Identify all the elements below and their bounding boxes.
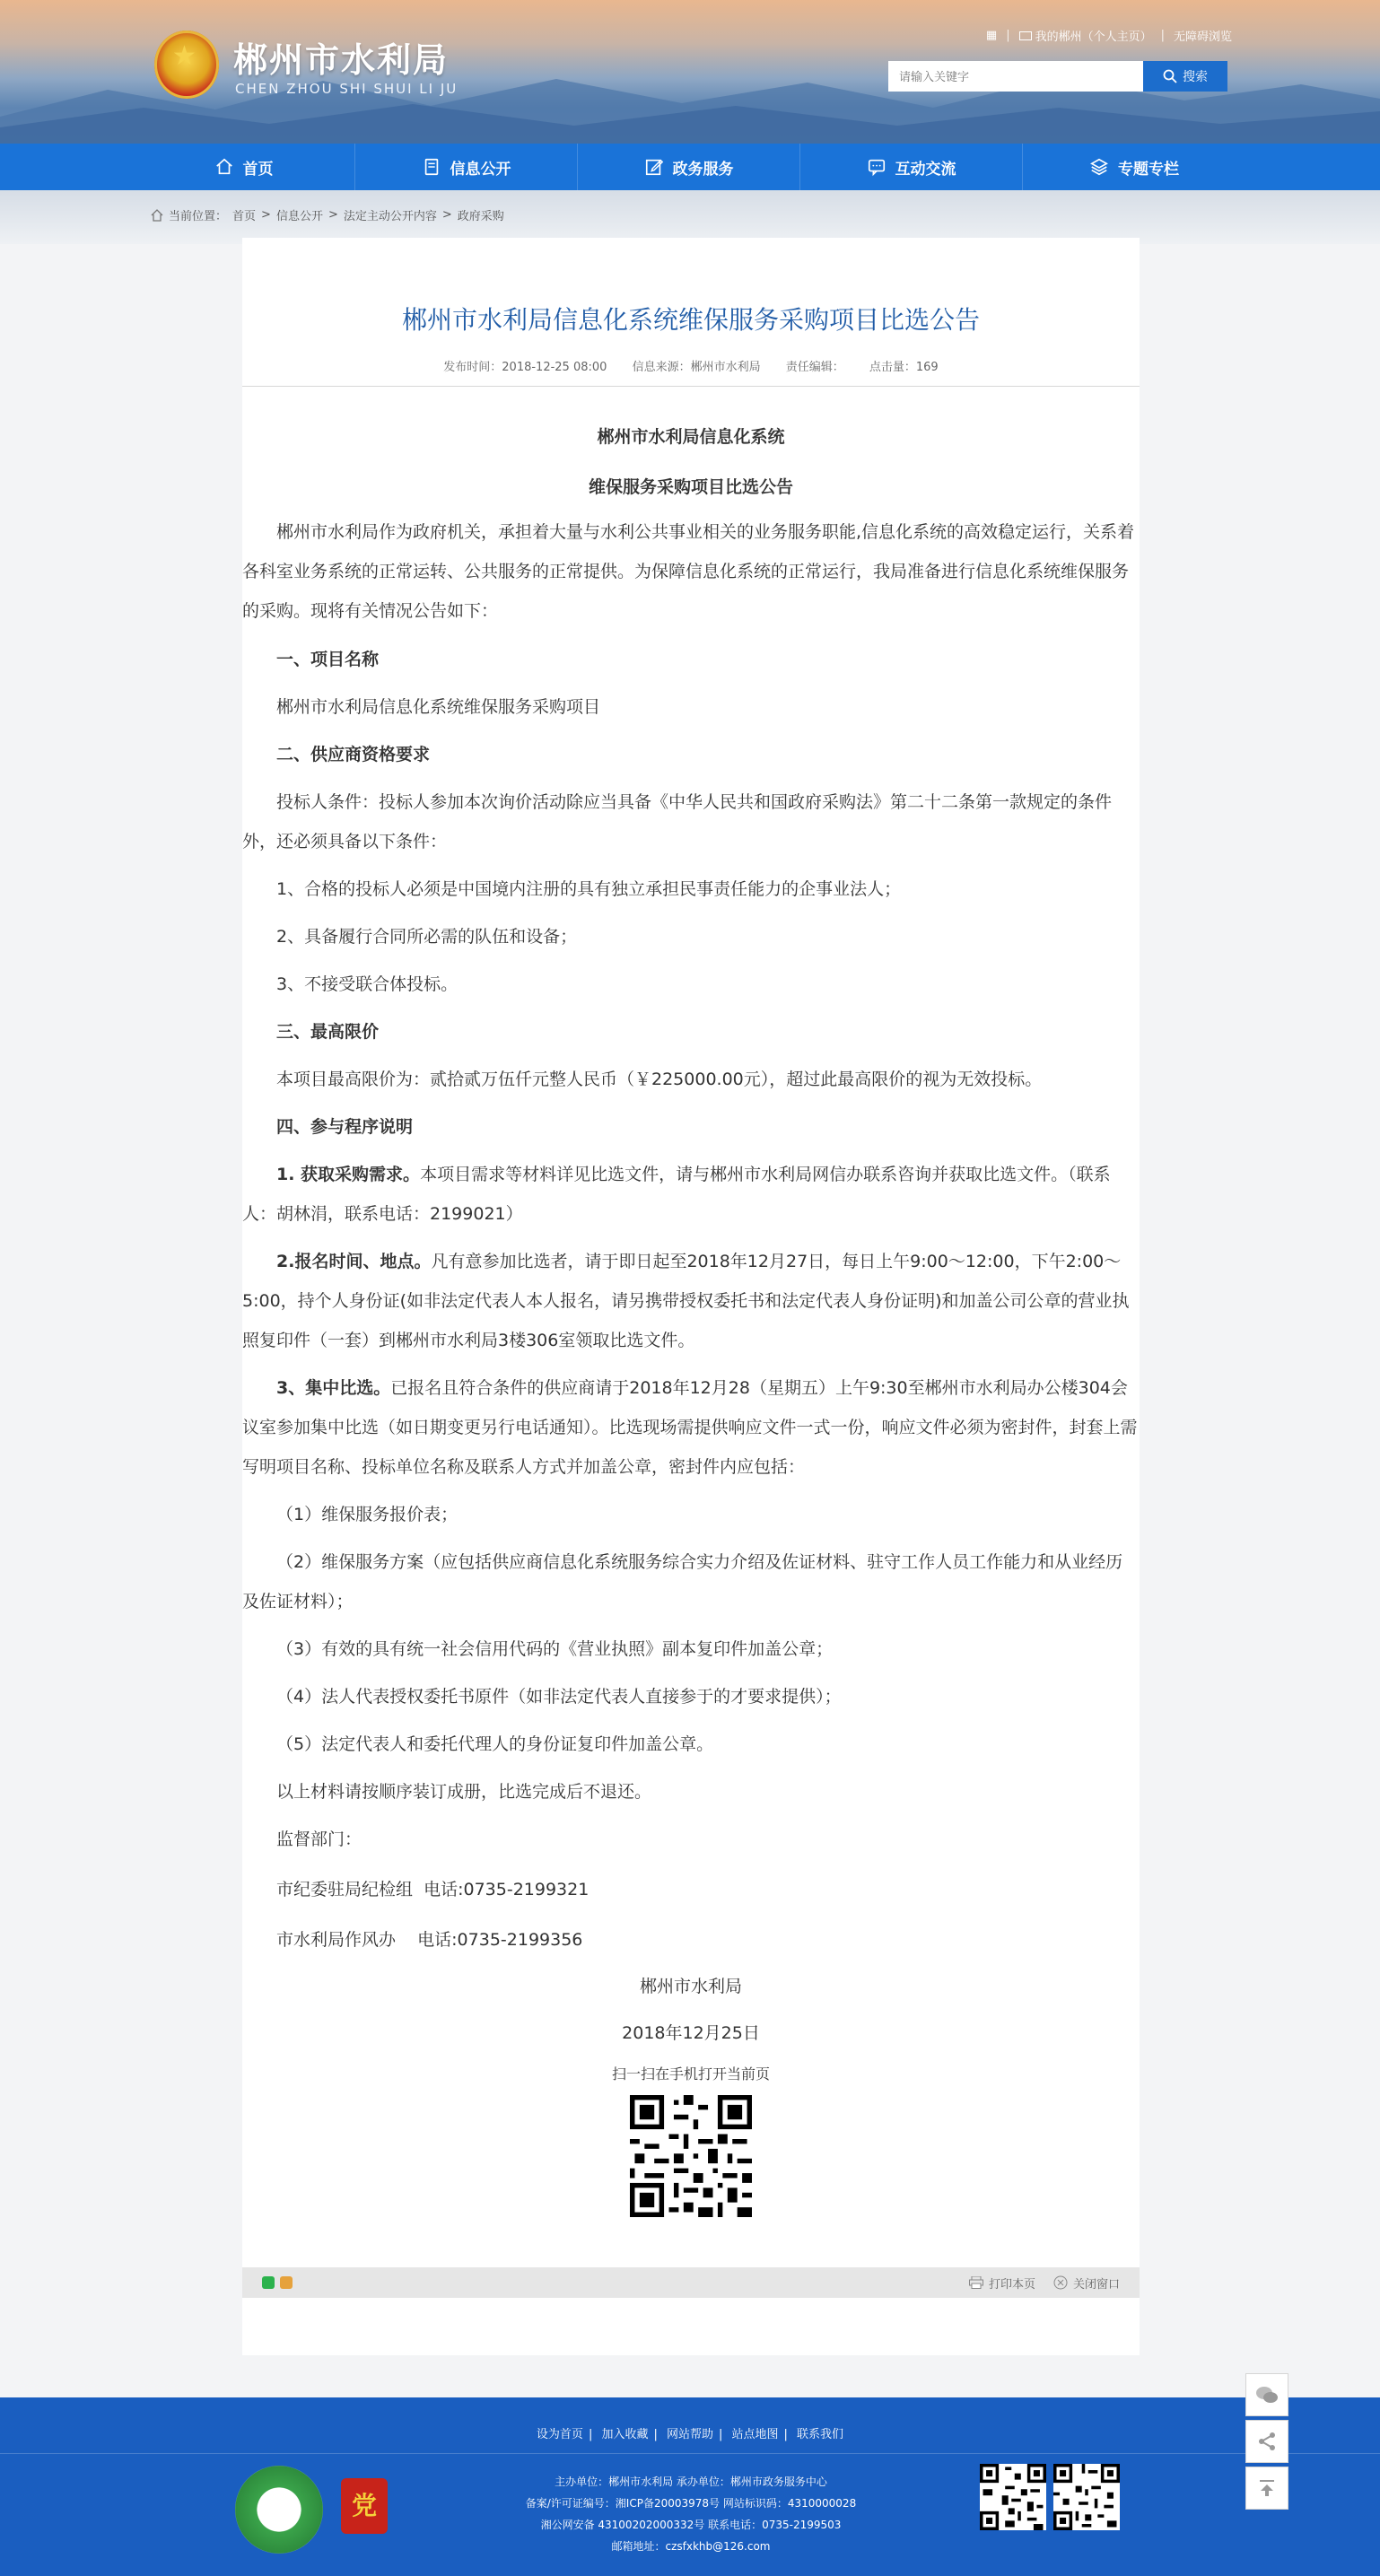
back-to-top-icon bbox=[1257, 2478, 1277, 2498]
editor: 责任编辑： bbox=[785, 361, 844, 374]
footer-link-homepage[interactable]: 设为首页 bbox=[536, 2428, 583, 2441]
search-button[interactable]: 搜索 bbox=[1143, 61, 1227, 92]
search-input[interactable] bbox=[888, 61, 1143, 92]
qr-small-icon[interactable]: ▦ bbox=[985, 29, 998, 42]
sign-date: 2018年12月25日 bbox=[622, 2023, 760, 2043]
section-3-title: 三、最高限价 bbox=[276, 1022, 380, 1042]
layers-icon bbox=[1089, 157, 1109, 177]
section-1-title: 一、项目名称 bbox=[276, 650, 380, 669]
nav-item-services[interactable]: 政务服务 bbox=[578, 144, 800, 190]
site-footer bbox=[0, 2397, 1380, 2576]
article-meta bbox=[242, 357, 1140, 374]
section-2-item-1: 1、合格的投标人必须是中国境内注册的具有独立承担民事责任能力的企事业法人； bbox=[276, 879, 902, 899]
heading-1: 郴州市水利局信息化系统 bbox=[597, 427, 785, 447]
share-icons bbox=[262, 2276, 293, 2289]
close-icon bbox=[1053, 2275, 1068, 2290]
breadcrumb-procurement[interactable]: 政府采购 bbox=[457, 210, 504, 223]
nav-item-topics[interactable]: 专题专栏 bbox=[1023, 144, 1245, 190]
footer-qr-code-1 bbox=[980, 2464, 1046, 2530]
view-count: 点击量：169 bbox=[869, 361, 939, 374]
share-icon bbox=[1256, 2431, 1278, 2452]
heading-2: 维保服务采购项目比选公告 bbox=[588, 477, 793, 497]
footer-info bbox=[467, 2471, 915, 2557]
section-4-para-2: 2.报名时间、地点。凡有意参加比选者，请于即日起至2018年12月27日，每日上午9:00～12:00，下午2:00～5:00，持个人身份证(如非法定代表人本人报名，请另携带授权委托书和法定代表人身份证明)和加盖公司公章的营业执照复印件（一套）到郴州市水利局3楼306室领取比选文件。 bbox=[242, 1252, 1130, 1350]
list-item-4: （4）法人代表授权委托书原件（如非法定代表人直接参于的才要求提供）； bbox=[276, 1687, 842, 1707]
intro-paragraph: 郴州市水利局作为政府机关，承担着大量与水利公共事业相关的业务服务职能,信息化系统的高效稳定运行，关系着各科室业务系统的正常运转、公共服务的正常提供。为保障信息化系统的正常运行，我局准备进行信息化系统维保服务的采购。现将有关情况公告如下： bbox=[242, 522, 1135, 621]
section-4-para-3: 3、集中比选。已报名且符合条件的供应商请于2018年12月28（星期五）上午9:30至郴州市水利局办公楼304会议室参加集中比选（如日期变更另行电话通知）。比选现场需提供响应文件一式一份，响应文件必须为密封件，封套上需写明项目名称、投标单位名称及联系人方式并加盖公章，密封件内应包括： bbox=[242, 1378, 1138, 1477]
section-2-text: 投标人条件：投标人参加本次询价活动除应当具备《中华人民共和国政府采购法》第二十二条第一款规定的条件外，还必须具备以下条件： bbox=[242, 792, 1113, 851]
edit-icon bbox=[644, 157, 664, 177]
article-toolbar bbox=[242, 2267, 1140, 2298]
footer-links: 设为首页 | 加入收藏 | 网站帮助 | 站点地图 | 联系我们 bbox=[536, 2428, 844, 2441]
toolbar-actions bbox=[969, 2275, 1120, 2292]
page-title: 郴州市水利局信息化系统维保服务采购项目比选公告 bbox=[401, 305, 980, 335]
document-icon bbox=[422, 157, 441, 177]
footer-link-contact[interactable]: 联系我们 bbox=[797, 2428, 844, 2441]
closing-text: 以上材料请按顺序装订成册，比选完成后不退还。 bbox=[276, 1782, 652, 1802]
wechat-share-icon[interactable] bbox=[262, 2276, 275, 2289]
section-4-title: 四、参与程序说明 bbox=[276, 1117, 414, 1137]
footer-icp: 备案/许可证编号：湘ICP备20003978号 网站标识码：4310000028 bbox=[525, 2497, 857, 2510]
site-title[interactable]: 郴州市水利局 bbox=[233, 40, 450, 80]
footer-link-help[interactable]: 网站帮助 bbox=[666, 2428, 713, 2441]
supervise-2: 市水利局作风办 电话:0735-2199356 bbox=[276, 1930, 583, 1950]
page-qr-code bbox=[630, 2095, 752, 2217]
footer-divider bbox=[0, 2453, 1380, 2454]
publish-time: 发布时间：2018-12-25 08:00 bbox=[443, 361, 607, 374]
footer-link-sitemap[interactable]: 站点地图 bbox=[731, 2428, 779, 2441]
section-1-text: 郴州市水利局信息化系统维保服务采购项目 bbox=[276, 697, 601, 717]
nav-item-info[interactable]: 信息公开 bbox=[355, 144, 578, 190]
civilization-badge-icon[interactable] bbox=[235, 2466, 323, 2554]
list-item-3: （3）有效的具有统一社会信用代码的《营业执照》副本复印件加盖公章； bbox=[276, 1639, 834, 1659]
supervise-title: 监督部门： bbox=[276, 1829, 362, 1849]
breadcrumb: 当前位置： 首页 > 信息公开 > 法定主动公开内容 > 政府采购 bbox=[151, 206, 504, 223]
breadcrumb-home[interactable]: 首页 bbox=[232, 210, 257, 223]
main-nav bbox=[0, 144, 1380, 190]
breadcrumb-legal[interactable]: 法定主动公开内容 bbox=[343, 210, 437, 223]
chat-icon bbox=[867, 157, 887, 177]
source: 信息来源：郴州市水利局 bbox=[632, 361, 761, 374]
close-window-button[interactable]: 关闭窗口 bbox=[1053, 2275, 1120, 2292]
breadcrumb-info[interactable]: 信息公开 bbox=[275, 210, 323, 223]
divider bbox=[242, 386, 1140, 387]
list-item-5: （5）法定代表人和委托代理人的身份证复印件加盖公章。 bbox=[276, 1734, 714, 1754]
print-icon bbox=[969, 2276, 983, 2289]
nav-item-interaction[interactable]: 互动交流 bbox=[800, 144, 1023, 190]
wechat-float-button[interactable] bbox=[1245, 2373, 1288, 2416]
site-subtitle: CHEN ZHOU SHI SHUI LI JU bbox=[235, 81, 459, 97]
my-chenzhou-link[interactable]: 我的郴州（个人主页） bbox=[1019, 27, 1152, 44]
footer-qr-code-2 bbox=[1053, 2464, 1120, 2530]
list-item-2: （2）维保服务方案（应包括供应商信息化系统服务综合实力介绍及佐证材料、驻守工作人员工作能力和从业经历及佐证材料）； bbox=[242, 1552, 1123, 1611]
nav-item-home[interactable]: 首页 bbox=[133, 144, 355, 190]
article-body bbox=[242, 417, 1140, 2053]
footer-police: 湘公网安备 43100202000332号 联系电话：0735-2199503 bbox=[540, 2519, 842, 2531]
back-to-top-button[interactable] bbox=[1245, 2467, 1288, 2510]
footer-sponsor: 主办单位：郴州市水利局 承办单位：郴州市政务服务中心 bbox=[555, 2476, 827, 2488]
home-icon bbox=[214, 157, 234, 177]
side-toolbar bbox=[1245, 2373, 1288, 2513]
section-2-item-3: 3、不接受联合体投标。 bbox=[276, 974, 459, 994]
monitor-icon bbox=[1019, 31, 1032, 40]
search-icon bbox=[1163, 69, 1177, 83]
sign-org: 郴州市水利局 bbox=[639, 1977, 742, 1996]
home-icon bbox=[151, 209, 163, 222]
qr-label: 扫一扫在手机打开当前页 bbox=[611, 2065, 770, 2083]
party-badge-icon[interactable]: 党 bbox=[341, 2478, 388, 2534]
weibo-share-icon[interactable] bbox=[280, 2276, 293, 2289]
article-container bbox=[242, 238, 1140, 2355]
footer-email: 邮箱地址：czsfxkhb@126.com bbox=[611, 2540, 771, 2553]
site-header bbox=[0, 0, 1380, 144]
section-2-title: 二、供应商资格要求 bbox=[276, 745, 431, 764]
section-2-item-2: 2、具备履行合同所必需的队伍和设备； bbox=[276, 927, 578, 947]
wechat-icon bbox=[1255, 2385, 1279, 2405]
supervise-1: 市纪委驻局纪检组 电话:0735-2199321 bbox=[276, 1880, 590, 1899]
print-button[interactable]: 打印本页 bbox=[969, 2275, 1035, 2292]
accessible-link[interactable]: 无障碍浏览 bbox=[1173, 31, 1232, 44]
top-links: ▦ | 我的郴州（个人主页） | 无障碍浏览 bbox=[985, 29, 1232, 44]
share-float-button[interactable] bbox=[1245, 2420, 1288, 2463]
list-item-1: （1）维保服务报价表； bbox=[276, 1505, 459, 1524]
section-4-para-1: 1. 获取采购需求。本项目需求等材料详见比选文件，请与郴州市水利局网信办联系咨询并获取比选文件。（联系人：胡林涓，联系电话：2199021） bbox=[242, 1165, 1111, 1224]
emblem-logo[interactable]: ★ bbox=[154, 31, 219, 99]
search-box bbox=[888, 61, 1227, 92]
section-3-text: 本项目最高限价为：贰拾贰万伍仟元整人民币（￥225000.00元），超过此最高限价的视为无效投标。 bbox=[276, 1070, 1043, 1089]
footer-link-favorite[interactable]: 加入收藏 bbox=[601, 2428, 649, 2441]
